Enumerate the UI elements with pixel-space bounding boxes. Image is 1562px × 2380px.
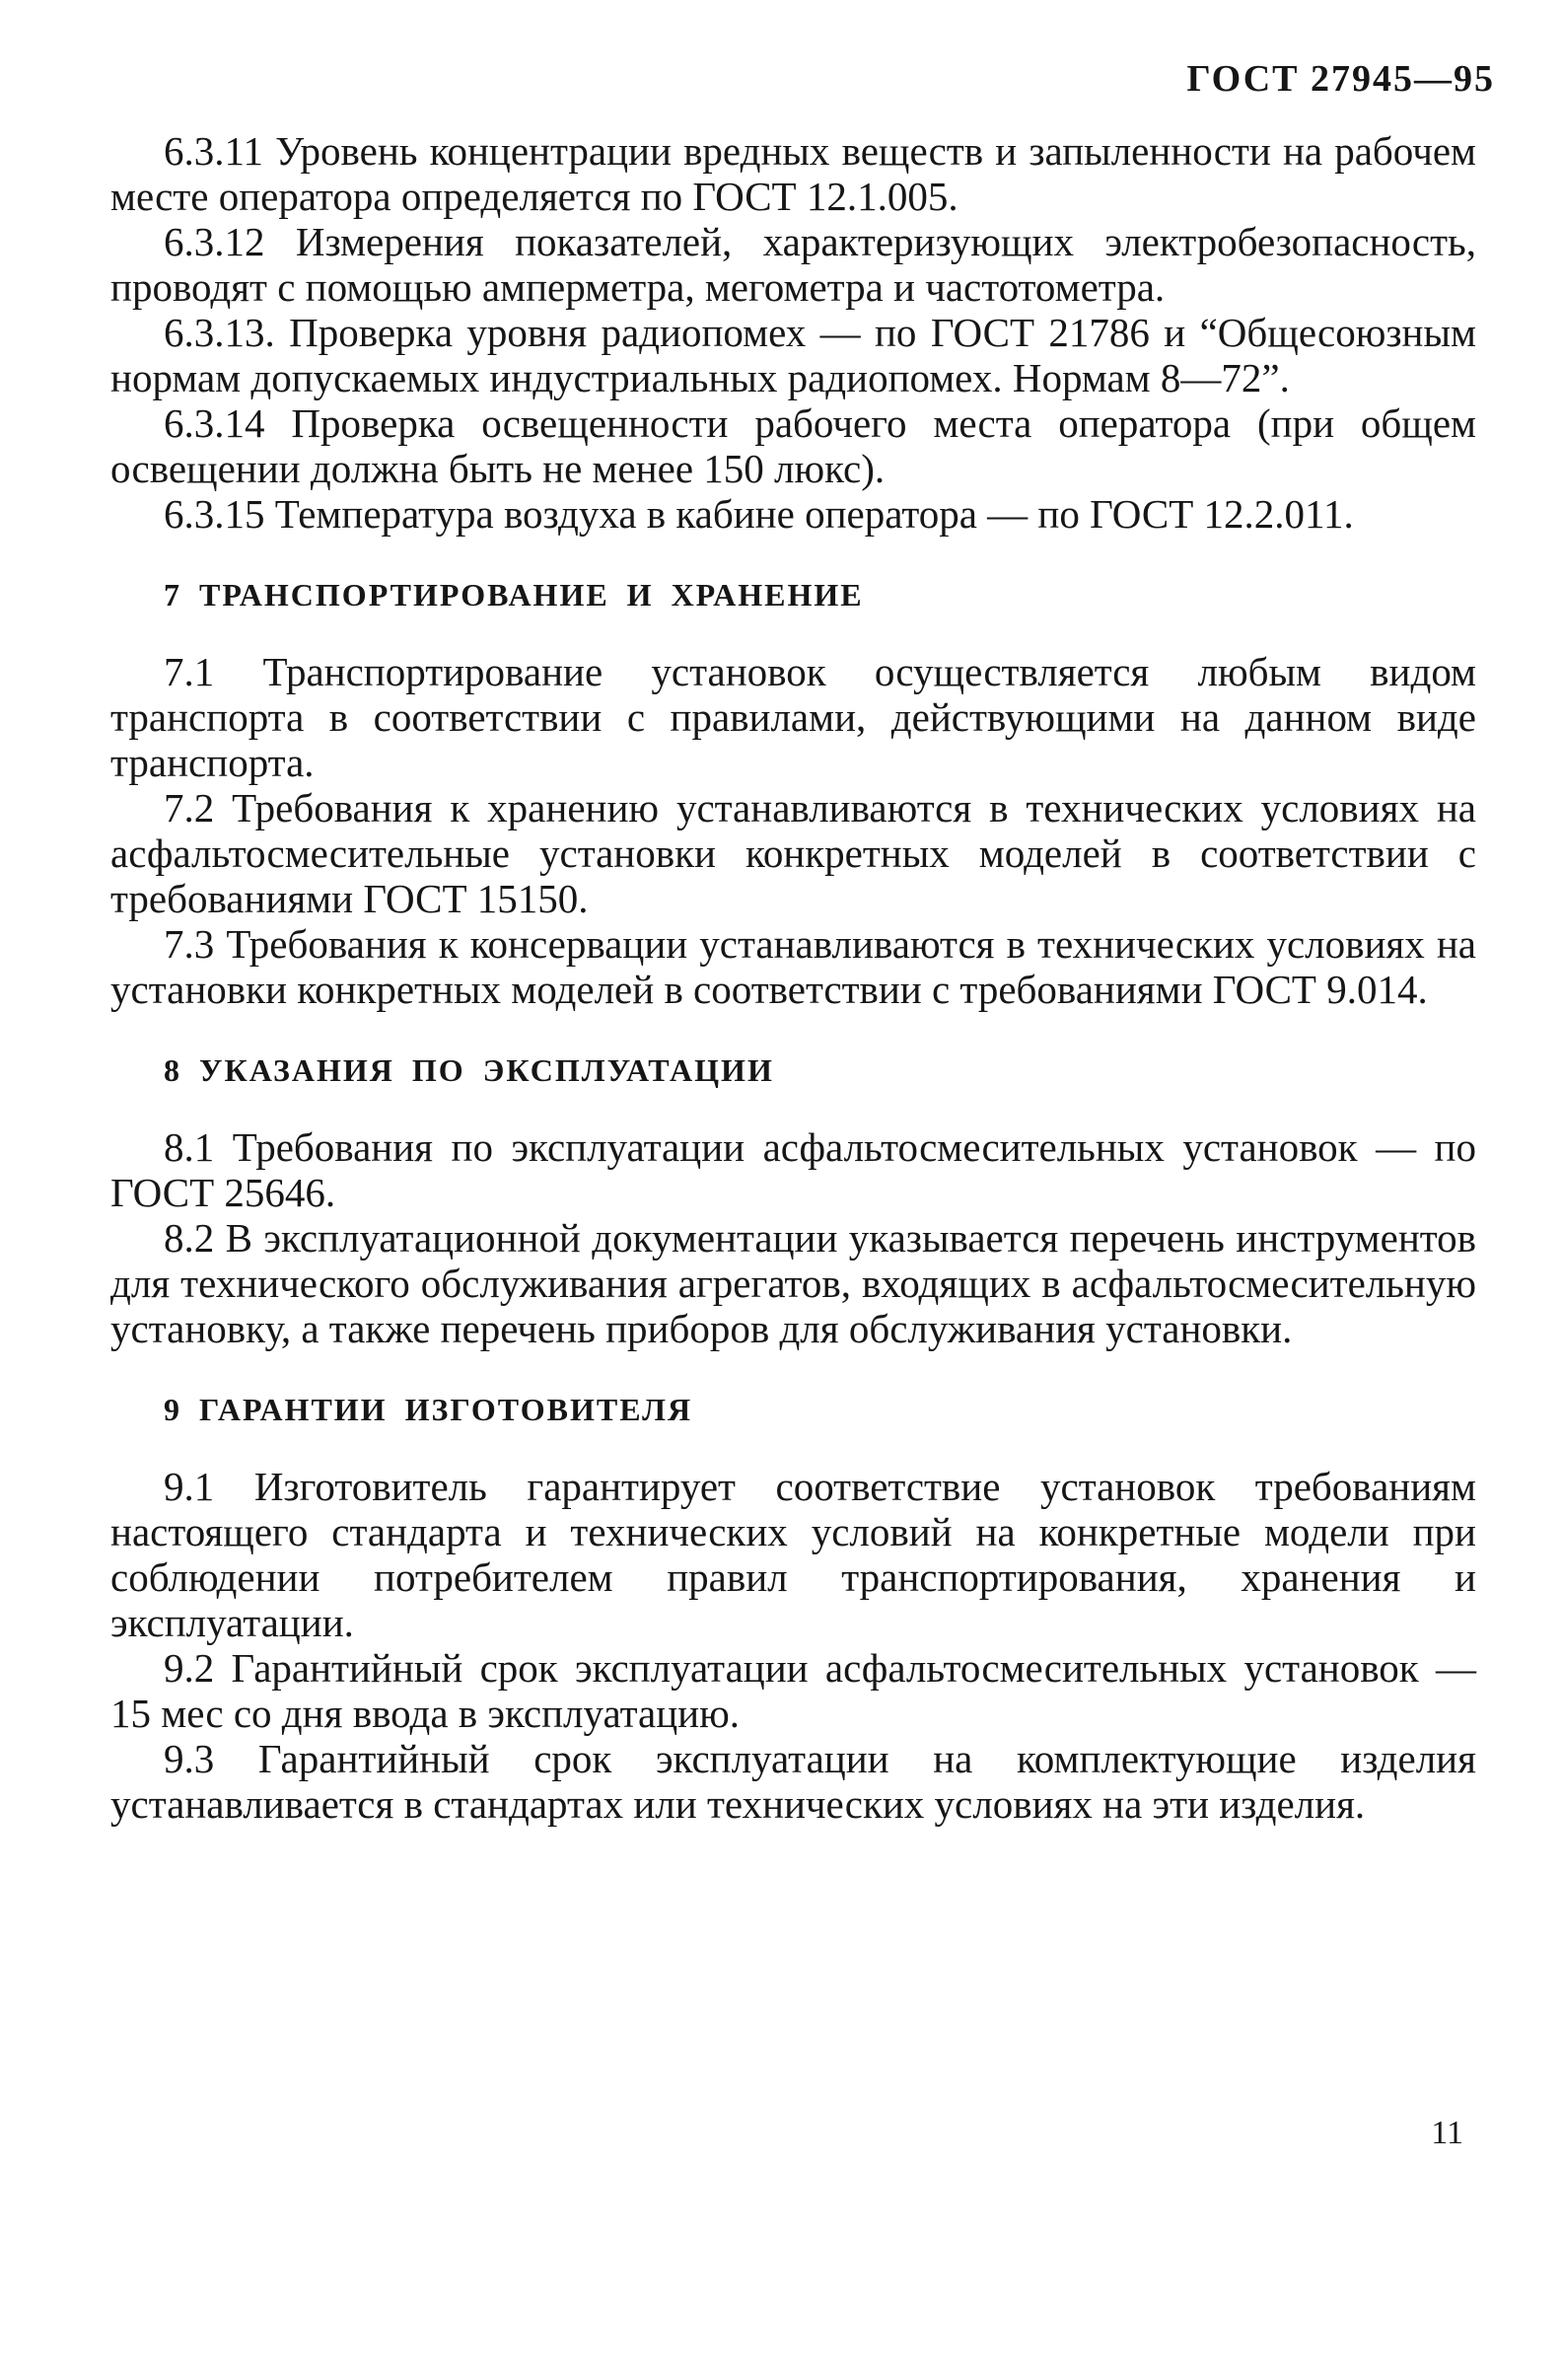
paragraph-6-3-13: 6.3.13. Проверка уровня радиопомех — по ГОСТ 21786 и “Общесоюзным нормам допускаемых индустриальных радиопомех. Нормам 8—72”. bbox=[110, 310, 1476, 400]
paragraph-6-3-11: 6.3.11 Уровень концентрации вредных веществ и запыленности на рабочем месте оператора определяется по ГОСТ 12.1.005. bbox=[110, 128, 1476, 219]
paragraph-8-2: 8.2 В эксплуатационной документации указывается перечень инструментов для технического обслуживания агрегатов, входящих в асфальтосмесительную установку, а также перечень приборов для обслуживания установки. bbox=[110, 1215, 1476, 1351]
section-8-heading: 8 УКАЗАНИЯ ПО ЭКСПЛУАТАЦИИ bbox=[164, 1052, 774, 1088]
paragraph-6-3-15: 6.3.15 Температура воздуха в кабине оператора — по ГОСТ 12.2.011. bbox=[164, 491, 1354, 537]
paragraph-6-3-12: 6.3.12 Измерения показателей, характеризующих электробезопасность, проводят с помощью амперметра, мегометра и частотометра. bbox=[110, 219, 1476, 310]
paragraph-8-1: 8.1 Требования по эксплуатации асфальтосмесительных установок — по ГОСТ 25646. bbox=[110, 1124, 1476, 1215]
paragraph-7-2: 7.2 Требования к хранению устанавливаются в технических условиях на асфальтосмесительные установки конкретных моделей в соответствии с требованиями ГОСТ 15150. bbox=[110, 785, 1476, 921]
section-7-heading: 7 ТРАНСПОРТИРОВАНИЕ И ХРАНЕНИЕ bbox=[164, 577, 864, 613]
paragraph-9-2: 9.2 Гарантийный срок эксплуатации асфальтосмесительных установок — 15 мес со дня ввода в эксплуатацию. bbox=[110, 1645, 1476, 1736]
page-number: 11 bbox=[1431, 2115, 1463, 2151]
standard-id-header: ГОСТ 27945—95 bbox=[1186, 58, 1495, 100]
paragraph-9-3: 9.3 Гарантийный срок эксплуатации на комплектующие изделия устанавливается в стандартах или технических условиях на эти изделия. bbox=[110, 1736, 1476, 1827]
paragraph-9-1: 9.1 Изготовитель гарантирует соответствие установок требованиям настоящего стандарта и технических условий на конкретные модели при соблюдении потребителем правил транспортирования, хранения и эксплуатации. bbox=[110, 1464, 1476, 1645]
paragraph-7-1: 7.1 Транспортирование установок осуществляется любым видом транспорта в соответствии с правилами, действующими на данном виде транспорта. bbox=[110, 649, 1476, 785]
section-9-heading: 9 ГАРАНТИИ ИЗГОТОВИТЕЛЯ bbox=[164, 1392, 693, 1427]
paragraph-6-3-14: 6.3.14 Проверка освещенности рабочего места оператора (при общем освещении должна быть не менее 150 люкс). bbox=[110, 400, 1476, 491]
document-body bbox=[110, 128, 1476, 1827]
paragraph-7-3: 7.3 Требования к консервации устанавливаются в технических условиях на установки конкретных моделей в соответствии с требованиями ГОСТ 9.014. bbox=[110, 921, 1476, 1012]
